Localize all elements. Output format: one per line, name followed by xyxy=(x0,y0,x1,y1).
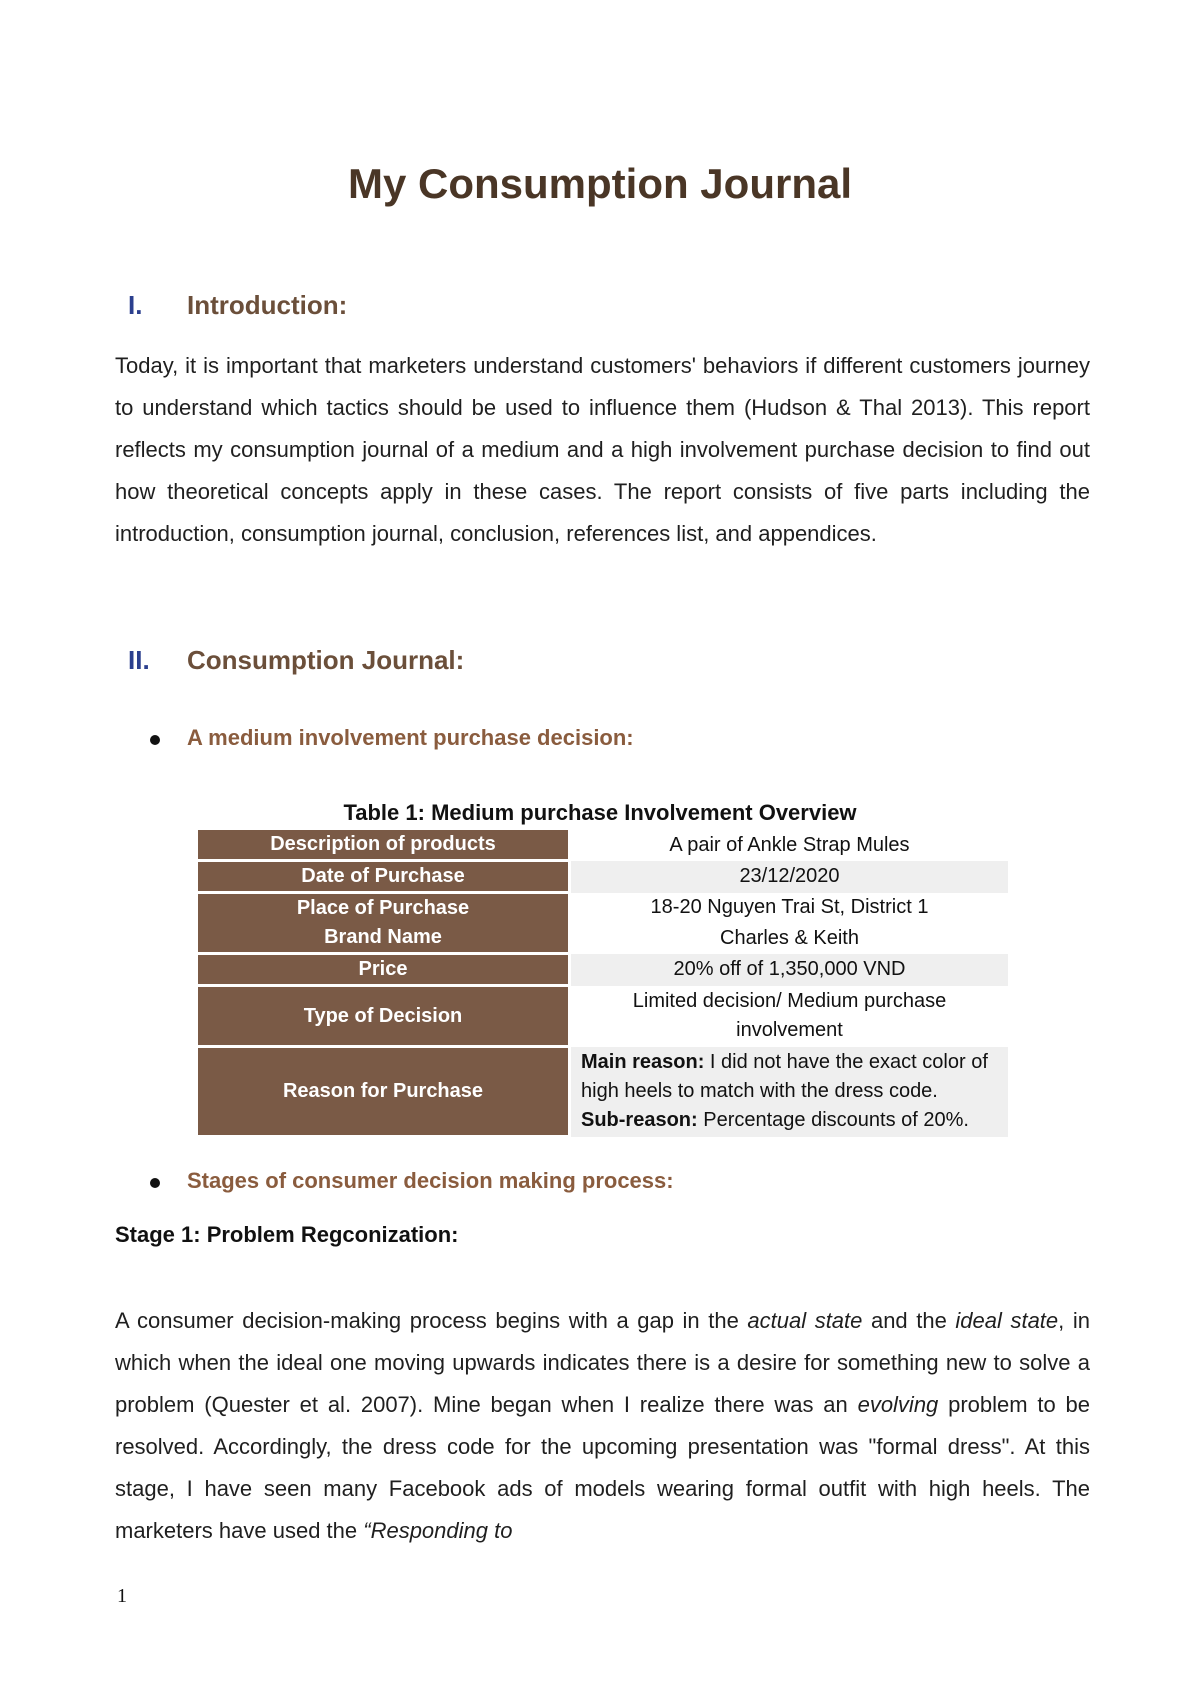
row-label: Date of Purchase xyxy=(198,861,570,893)
document-title: My Consumption Journal xyxy=(348,160,852,207)
row-value xyxy=(570,1047,1009,1137)
italic-term: evolving xyxy=(857,1392,939,1417)
row-label: Reason for Purchase xyxy=(198,1047,570,1137)
sub-reason-text: Percentage discounts of 20%. xyxy=(703,1109,969,1131)
section-number: II. xyxy=(128,645,150,675)
paragraph-text: problem to be resolved. Accordingly, the dress code for the upcoming presentation was "formal dress". At this stage, I have seen many Facebook ads of models wearing formal outfit with high heels. The marketers have used the xyxy=(115,1392,1091,1543)
sub-reason-label: Sub-reason: xyxy=(581,1109,698,1131)
main-reason-label: Main reason: xyxy=(581,1051,705,1073)
table-caption: Table 1: Medium purchase Involvement Overview xyxy=(343,800,857,825)
italic-term: actual state xyxy=(747,1308,863,1333)
row-value: 20% off of 1,350,000 VND xyxy=(570,954,1009,986)
italic-term: ideal state xyxy=(955,1308,1059,1333)
italic-term: “Responding to xyxy=(363,1518,513,1543)
bullet-icon xyxy=(150,735,160,745)
row-label: Place of Purchase xyxy=(198,893,570,924)
paragraph-text: and the xyxy=(862,1308,956,1333)
overview-table xyxy=(198,830,1008,1138)
row-value: 23/12/2020 xyxy=(570,861,1009,893)
row-value: 18-20 Nguyen Trai St, District 1 xyxy=(650,896,929,919)
row-value: Limited decision/ Medium purchase involvement xyxy=(632,990,947,1041)
row-label: Type of Decision xyxy=(198,986,570,1047)
section-title: Consumption Journal: xyxy=(187,645,465,675)
main-reason-text: I did not have the exact color of high heels to match with the dress code. xyxy=(581,1051,988,1102)
table-row xyxy=(198,923,1008,954)
table-row xyxy=(198,954,1008,986)
row-label: Brand Name xyxy=(198,923,570,954)
row-value: A pair of Ankle Strap Mules xyxy=(669,833,910,856)
paragraph-text: A consumer decision-making process begins with a gap in the xyxy=(115,1308,748,1333)
table-row xyxy=(198,861,1008,893)
row-value: Charles & Keith xyxy=(720,926,859,949)
bullet-text: Stages of consumer decision making process: xyxy=(187,1168,674,1193)
table-row xyxy=(198,986,1008,1047)
section-number: I. xyxy=(128,290,143,320)
intro-paragraph: Today, it is important that marketers understand customers' behaviors if different customers journey to understand which tactics should be used to influence them (Hudson & Thal 2013). This report reflects my consumption journal of a medium and a high involvement purchase decision to find out how theoretical concepts apply in these cases. The report consists of five parts including the introduction, consumption journal, conclusion, references list, and appendices. xyxy=(115,353,1090,546)
stage-heading: Stage 1: Problem Regconization: xyxy=(115,1222,459,1247)
table-row xyxy=(198,893,1008,924)
table-row xyxy=(198,1047,1008,1137)
paragraph-text: , in which when the ideal one moving upwards indicates there is a desire for something new to solve a problem (Quester et al. 2007). Mine began when I realize there was an xyxy=(115,1308,1090,1417)
row-label: Description of products xyxy=(198,830,570,861)
stage1-paragraph xyxy=(115,1300,1090,1552)
table-row xyxy=(198,830,1008,861)
page-number: 1 xyxy=(117,1585,127,1607)
bullet-icon xyxy=(150,1178,160,1188)
section-title: Introduction: xyxy=(187,290,348,320)
bullet-text: A medium involvement purchase decision: xyxy=(187,725,634,750)
row-label: Price xyxy=(198,954,570,986)
